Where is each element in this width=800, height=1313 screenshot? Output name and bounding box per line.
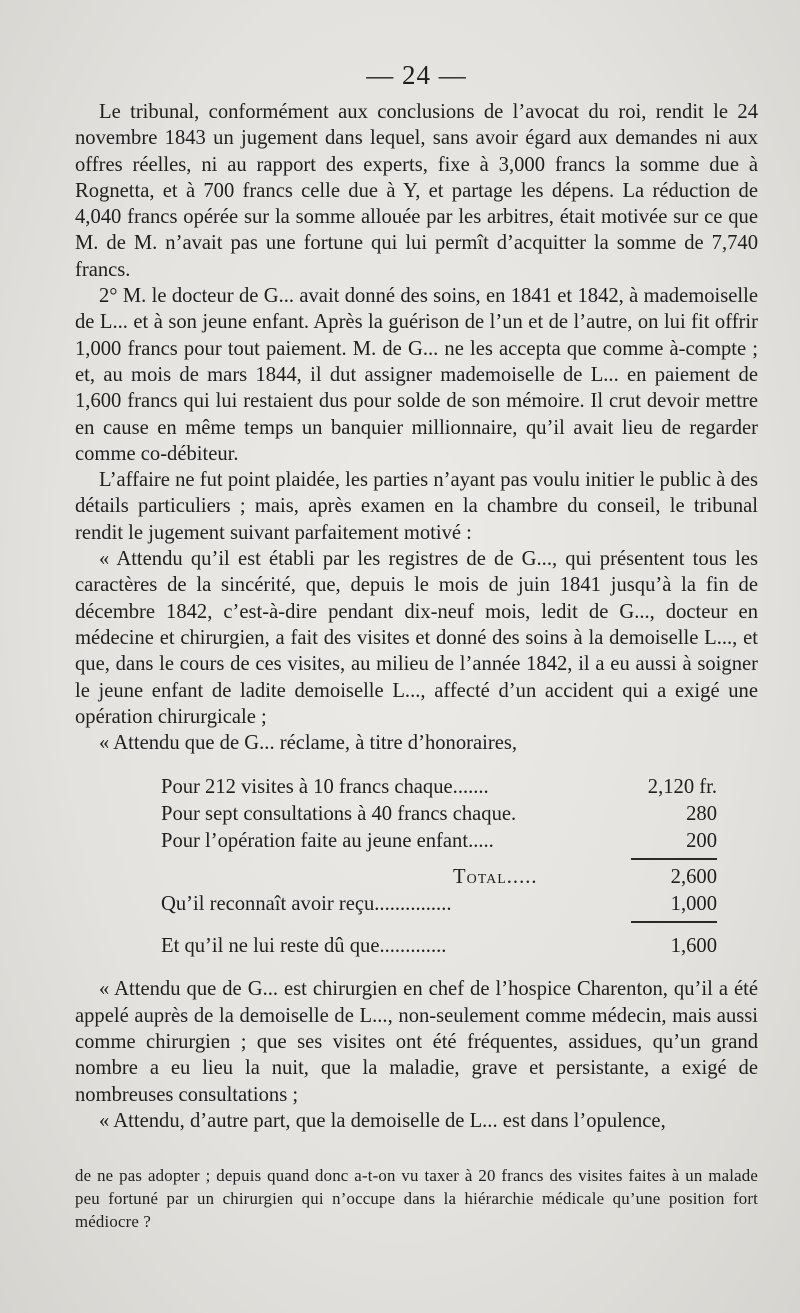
paragraph: « Attendu que de G... réclame, à titre d’honoraires, <box>99 732 518 755</box>
received-row <box>161 891 717 918</box>
account-label: Pour 212 visites à 10 francs chaque....... <box>161 776 489 799</box>
total-amount: 2,600 <box>670 866 717 889</box>
page-number: — 24 — <box>366 60 467 90</box>
received-label: Qu’il reconnaît avoir reçu............... <box>161 893 452 916</box>
account-label: Pour l’opération faite au jeune enfant..... <box>161 830 494 853</box>
sum-rule <box>631 921 717 923</box>
footnote: de ne pas adopter ; depuis quand donc a-t-on vu taxer à 20 francs des visites faites à un malade peu fortuné par un chirurgien qui n’occupe dans la hiérarchie médicale qu’une position fort médiocre ? <box>75 1166 758 1232</box>
paragraph: 2° M. le docteur de G... avait donné des soins, en 1841 et 1842, à mademoiselle de L... et à son jeune enfant. Après la guérison de l’un et de l’autre, on lui fit offrir 1,000 francs pour tout paiement. M. de G... ne les accepta que comme à-compte ; et, au mois de mars 1844, il dut assigner mademoiselle de L... en paiement de 1,600 francs qui lui restaient dus pour solde de son mémoire. Il crut devoir mettre en cause en même temps un banquier millionnaire, qu’il avait lieu de regarder comme co-débiteur. <box>75 285 758 465</box>
account-amount: 280 <box>686 803 717 826</box>
paragraph: « Attendu qu’il est établi par les registres de de G..., qui présentent tous les caractères de la sincérité, que, depuis le mois de juin 1841 jusqu’à la fin de décembre 1842, c’est-à-dire pendant dix-neuf mois, ledit de G..., docteur en médecine et chirurgien, a fait des visites et donné des soins à la demoiselle L..., et que, dans le cours de ces visites, au milieu de l’année 1842, il a eu aussi à soigner le jeune enfant de ladite demoiselle L..., affecté d’un accident qui a exigé une opération chirurgicale ; <box>75 548 758 728</box>
received-amount: 1,000 <box>670 893 717 916</box>
remaining-row <box>161 933 717 960</box>
account-row <box>161 828 717 855</box>
total-label: Total..... <box>453 866 538 889</box>
body-text <box>75 99 758 756</box>
total-row <box>161 864 717 891</box>
account-amount: 2,120 fr. <box>647 776 717 799</box>
paragraph: L’affaire ne fut point plaidée, les parties n’ayant pas voulu initier le public à des détails particuliers ; mais, après examen en la chambre du conseil, le tribunal rendit le jugement suivant parfaitement motivé : <box>75 469 758 544</box>
sum-rule <box>631 858 717 860</box>
body-text-continued <box>75 976 758 1134</box>
account-row <box>161 801 717 828</box>
remaining-amount: 1,600 <box>670 935 717 958</box>
account-amount: 200 <box>686 830 717 853</box>
paragraph: Le tribunal, conformément aux conclusions de l’avocat du roi, rendit le 24 novembre 1843 un jugement dans lequel, sans avoir égard aux demandes ni aux offres réelles, ni au rapport des experts, fixe à 3,000 francs la somme due à Rognetta, et à 700 francs celle due à Y, et partage les dépens. La réduction de 4,040 francs opérée sur la somme allouée par les arbitres, était motivée sur ce que M. de M. n’avait pas une fortune qui lui permît d’acquitter la somme de 7,740 francs. <box>75 101 758 281</box>
paragraph: « Attendu que de G... est chirurgien en chef de l’hospice Charenton, qu’il a été appelé auprès de la demoiselle de L..., non-seulement comme médecin, mais aussi comme chirurgien ; que ses visites ont été fréquentes, assidues, qu’un grand nombre a eu lieu la nuit, que la maladie, grave et persistante, a exigé de nombreuses consultations ; <box>75 978 758 1106</box>
fee-account-table <box>161 774 717 960</box>
remaining-label: Et qu’il ne lui reste dû que............. <box>161 935 447 958</box>
account-row <box>161 774 717 801</box>
paragraph: « Attendu, d’autre part, que la demoiselle de L... est dans l’opulence, <box>99 1109 666 1132</box>
account-label: Pour sept consultations à 40 francs chaque. <box>161 803 517 826</box>
